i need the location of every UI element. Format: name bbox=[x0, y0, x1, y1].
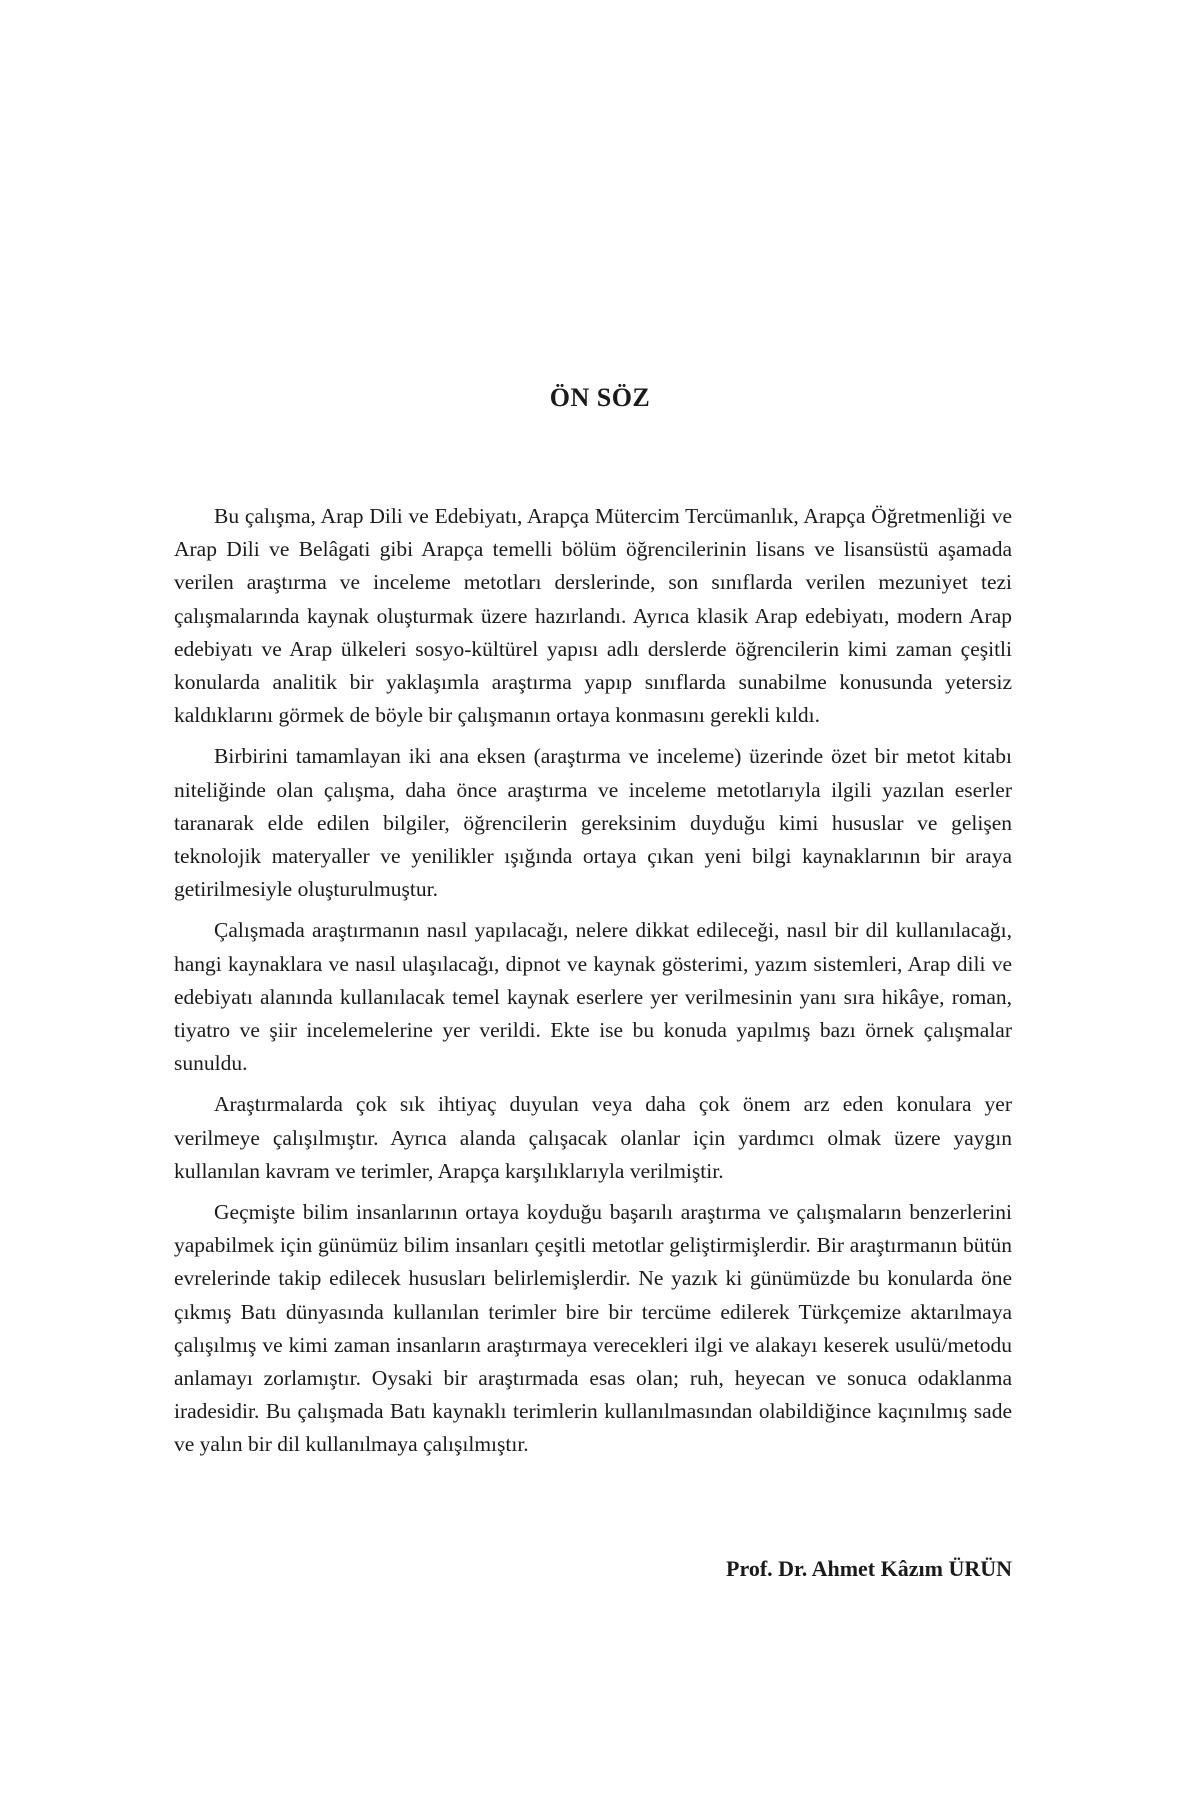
paragraph-5: Geçmişte bilim insanlarının ortaya koyduğu başarılı araştırma ve çalışmaların benzerlerini yapabilmek için günümüz bilim insanları çeşitli metotlar geliştirmişlerdir. Bir araştırmanın bütün evrelerinde takip edilecek hususları belirlemişlerdir. Ne yazık ki günümüzde bu konularda öne çıkmış Batı dünyasında kullanılan terimler bire bir tercüme edilerek Türkçemize aktarılmaya çalışılmış ve kimi zaman insanların araştırmaya verecekleri ilgi ve alakayı keserek usulü/metodu anlamayı zorlamıştır. Oysaki bir araştırmada esas olan; ruh, heyecan ve sonuca odaklanma iradesidir. Bu çalışmada Batı kaynaklı terimlerin kullanılmasından olabildiğince kaçınılmış sade ve yalın bir dil kullanılmaya çalışılmıştır. bbox=[174, 1200, 1012, 1457]
preface-body bbox=[174, 500, 1012, 1470]
paragraph-4: Araştırmalarda çok sık ihtiyaç duyulan veya daha çok önem arz eden konulara yer verilmeye çalışılmıştır. Ayrıca alanda çalışacak olanlar için yardımcı olmak üzere yaygın kullanılan kavram ve terimler, Arapça karşılıklarıyla verilmiştir. bbox=[174, 1092, 1012, 1183]
paragraph-1: Bu çalışma, Arap Dili ve Edebiyatı, Arapça Mütercim Tercümanlık, Arapça Öğretmenliği ve Arap Dili ve Belâgati gibi Arapça temelli bölüm öğrencilerinin lisans ve lisansüstü aşamada verilen araştırma ve inceleme metotları derslerinde, son sınıflarda verilen mezuniyet tezi çalışmalarında kaynak oluşturmak üzere hazırlandı. Ayrıca klasik Arap edebiyatı, modern Arap edebiyatı ve Arap ülkeleri sosyo-kültürel yapısı adlı derslerde öğrencilerin kimi zaman çeşitli konularda analitik bir yaklaşımla araştırma yapıp sınıflarda sunabilme konusunda yetersiz kaldıklarını görmek de böyle bir çalışmanın ortaya konmasını gerekli kıldı. bbox=[174, 504, 1012, 728]
paragraph-2: Birbirini tamamlayan iki ana eksen (araştırma ve inceleme) üzerinde özet bir metot kitabı niteliğinde olan çalışma, daha önce araştırma ve inceleme metotlarıyla ilgili yazılan eserler taranarak elde edilen bilgiler, öğrencilerin gereksinim duyduğu kimi hususlar ve gelişen teknolojik materyaller ve yenilikler ışığında ortaya çıkan yeni bilgi kaynaklarının bir araya getirilmesiyle oluşturulmuştur. bbox=[174, 744, 1012, 902]
paragraph-3: Çalışmada araştırmanın nasıl yapılacağı, nelere dikkat edileceği, nasıl bir dil kullanılacağı, hangi kaynaklara ve nasıl ulaşılacağı, dipnot ve kaynak gösterimi, yazım sistemleri, Arap dili ve edebiyatı alanında kullanılacak temel kaynak eserlere yer verilmesinin yanı sıra hikâye, roman, tiyatro ve şiir incelemelerine yer verildi. Ekte ise bu konuda yapılmış bazı örnek çalışmalar sunuldu. bbox=[174, 918, 1012, 1076]
page-title: ÖN SÖZ bbox=[549, 383, 651, 412]
author-signature: Prof. Dr. Ahmet Kâzım ÜRÜN bbox=[726, 1556, 1012, 1581]
